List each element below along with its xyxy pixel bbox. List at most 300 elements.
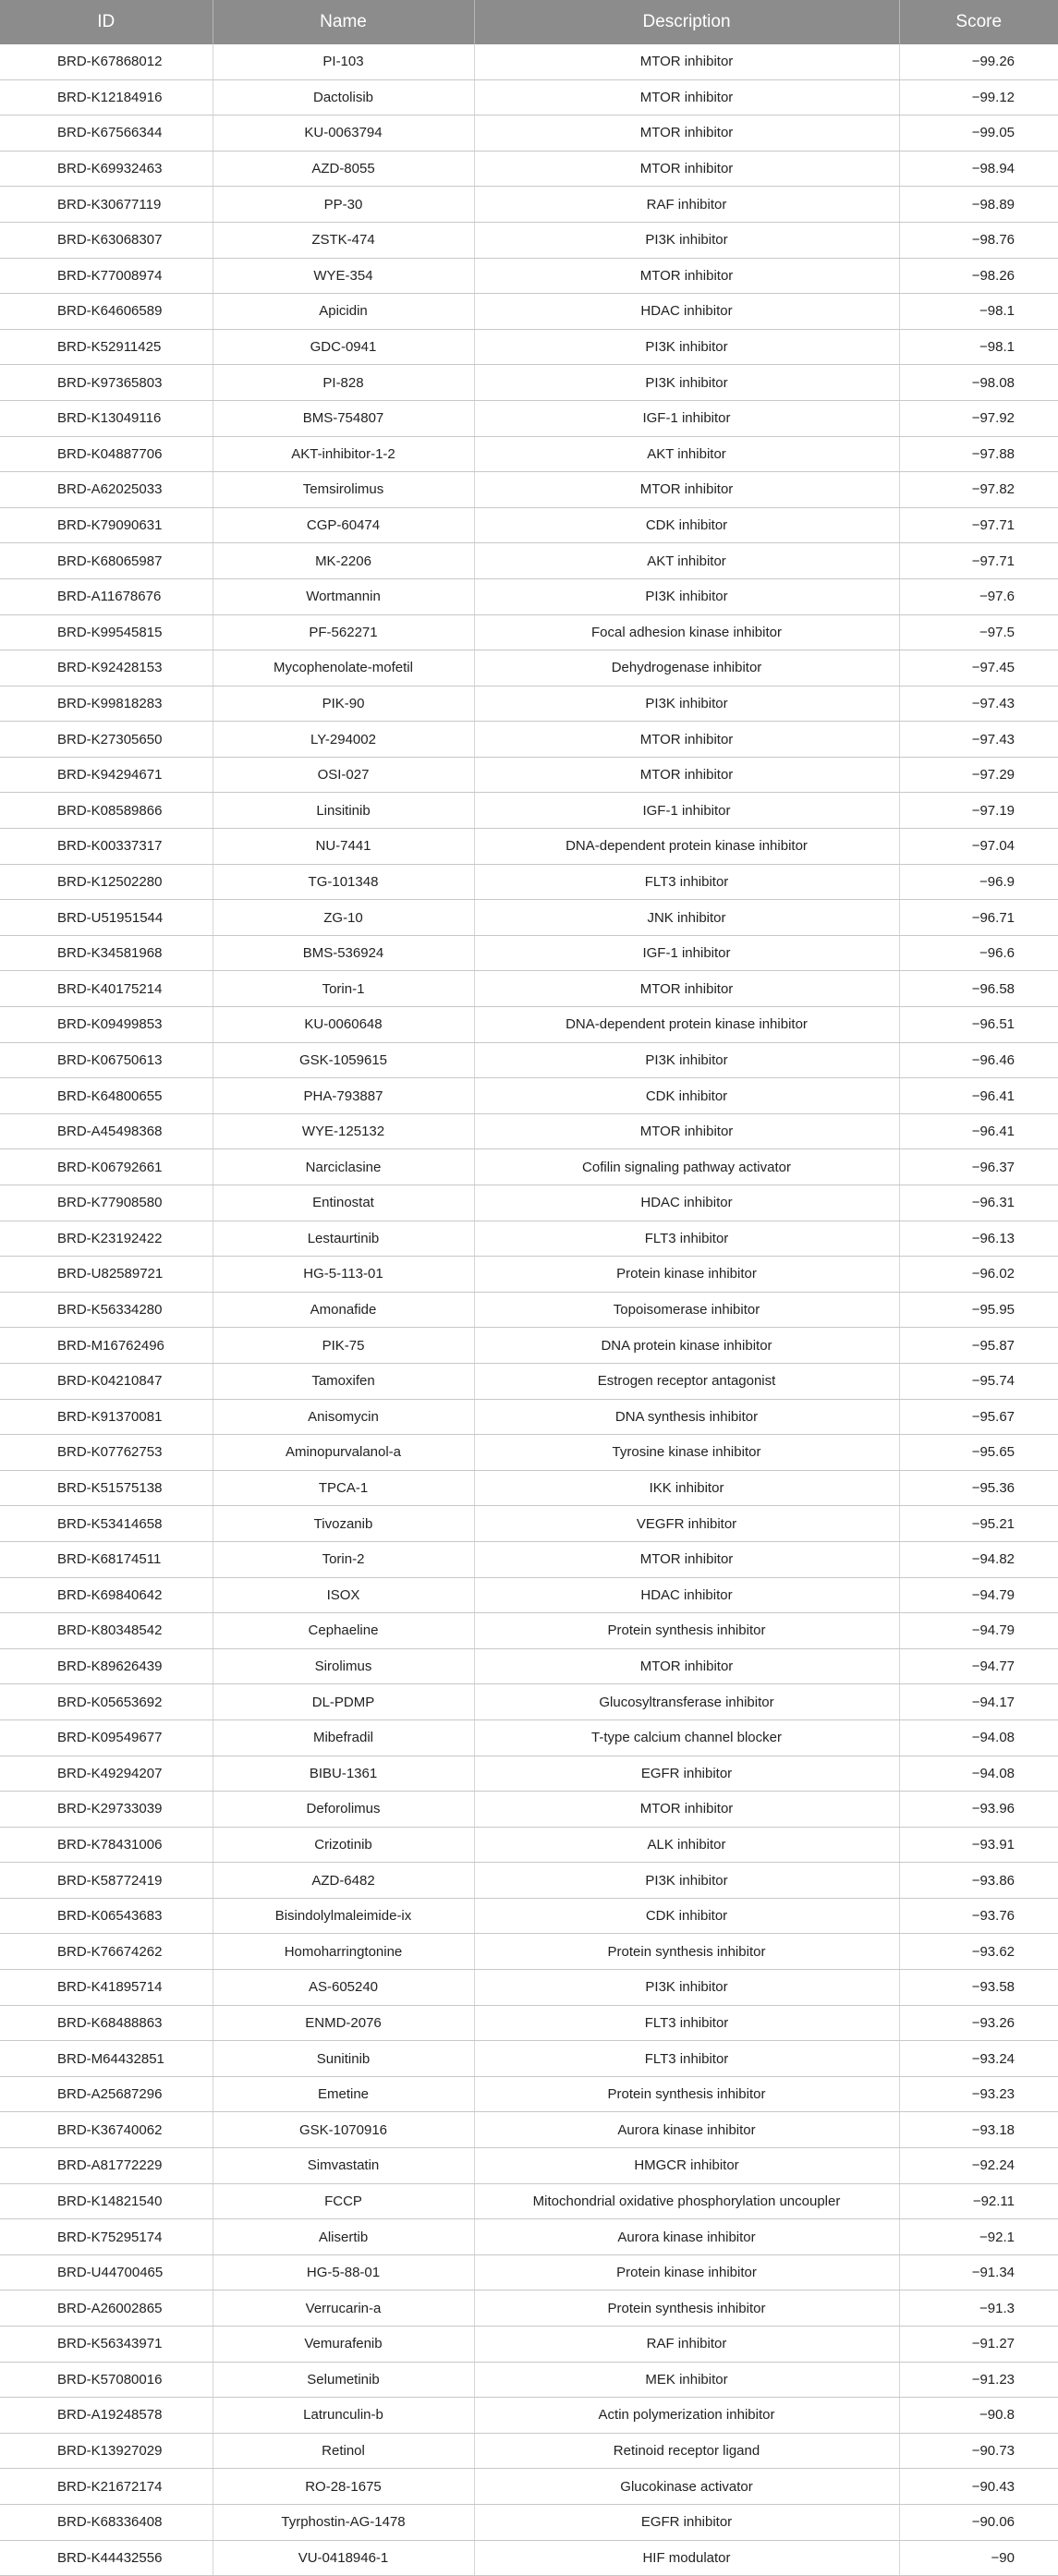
cell-id: BRD-K67566344 <box>0 115 213 152</box>
cell-description: Aurora kinase inhibitor <box>474 2112 899 2148</box>
cell-description: DNA-dependent protein kinase inhibitor <box>474 829 899 865</box>
cell-name: BMS-754807 <box>213 400 474 436</box>
cell-name: ZG-10 <box>213 900 474 936</box>
cell-name: Vemurafenib <box>213 2327 474 2363</box>
cell-description: AKT inhibitor <box>474 436 899 472</box>
cell-description: Cofilin signaling pathway activator <box>474 1149 899 1185</box>
cell-name: PIK-90 <box>213 686 474 722</box>
table-row <box>0 829 1058 865</box>
cell-id: BRD-K13049116 <box>0 400 213 436</box>
cell-id: BRD-A26002865 <box>0 2290 213 2327</box>
cell-id: BRD-K44432556 <box>0 2540 213 2576</box>
cell-id: BRD-K09549677 <box>0 1719 213 1756</box>
table-row <box>0 2112 1058 2148</box>
header-score: Score <box>899 0 1058 44</box>
cell-description: Protein kinase inhibitor <box>474 2254 899 2290</box>
cell-name: AKT-inhibitor-1-2 <box>213 436 474 472</box>
cell-description: CDK inhibitor <box>474 1898 899 1934</box>
cell-description: PI3K inhibitor <box>474 329 899 365</box>
cell-description: IGF-1 inhibitor <box>474 400 899 436</box>
cell-description: PI3K inhibitor <box>474 1863 899 1899</box>
table-row <box>0 1078 1058 1114</box>
cell-name: PF-562271 <box>213 614 474 650</box>
cell-id: BRD-K27305650 <box>0 722 213 758</box>
cell-description: Protein synthesis inhibitor <box>474 2076 899 2112</box>
table-row <box>0 294 1058 330</box>
cell-score: −99.26 <box>899 44 1058 79</box>
cell-description: Actin polymerization inhibitor <box>474 2398 899 2434</box>
cell-id: BRD-K00337317 <box>0 829 213 865</box>
cell-name: ZSTK-474 <box>213 222 474 258</box>
cell-description: Protein synthesis inhibitor <box>474 1613 899 1649</box>
cell-score: −96.9 <box>899 864 1058 900</box>
cell-name: Mibefradil <box>213 1719 474 1756</box>
cell-name: FCCP <box>213 2183 474 2219</box>
cell-score: −97.04 <box>899 829 1058 865</box>
cell-id: BRD-A45498368 <box>0 1113 213 1149</box>
cell-name: KU-0060648 <box>213 1007 474 1043</box>
table-row <box>0 1257 1058 1293</box>
cell-score: −98.1 <box>899 294 1058 330</box>
table-row <box>0 1363 1058 1399</box>
cell-name: ENMD-2076 <box>213 2005 474 2041</box>
cell-id: BRD-K80348542 <box>0 1613 213 1649</box>
cell-description: MTOR inhibitor <box>474 1113 899 1149</box>
table-row <box>0 151 1058 187</box>
cell-name: Tivozanib <box>213 1506 474 1542</box>
table-row <box>0 1007 1058 1043</box>
cell-score: −93.91 <box>899 1827 1058 1863</box>
cell-score: −97.45 <box>899 650 1058 687</box>
cell-name: OSI-027 <box>213 757 474 793</box>
cell-description: MTOR inhibitor <box>474 44 899 79</box>
table-row <box>0 1684 1058 1720</box>
cell-id: BRD-K06792661 <box>0 1149 213 1185</box>
cell-score: −93.24 <box>899 2041 1058 2077</box>
table-row <box>0 757 1058 793</box>
cell-score: −94.17 <box>899 1684 1058 1720</box>
table-row <box>0 222 1058 258</box>
cell-id: BRD-K67868012 <box>0 44 213 79</box>
cell-description: MTOR inhibitor <box>474 1541 899 1577</box>
header-id: ID <box>0 0 213 44</box>
cell-description: PI3K inhibitor <box>474 222 899 258</box>
cell-score: −96.13 <box>899 1221 1058 1257</box>
cell-score: −96.6 <box>899 935 1058 971</box>
cell-score: −97.29 <box>899 757 1058 793</box>
cell-id: BRD-A81772229 <box>0 2148 213 2184</box>
cell-name: WYE-125132 <box>213 1113 474 1149</box>
cell-name: Torin-1 <box>213 971 474 1007</box>
cell-id: BRD-K68174511 <box>0 1541 213 1577</box>
table-row <box>0 793 1058 829</box>
cell-score: −95.67 <box>899 1399 1058 1435</box>
cell-name: Apicidin <box>213 294 474 330</box>
cell-score: −97.5 <box>899 614 1058 650</box>
table-row <box>0 258 1058 294</box>
table-row <box>0 329 1058 365</box>
cell-name: NU-7441 <box>213 829 474 865</box>
cell-name: VU-0418946-1 <box>213 2540 474 2576</box>
table-row <box>0 864 1058 900</box>
table-row <box>0 1970 1058 2006</box>
cell-name: WYE-354 <box>213 258 474 294</box>
cell-id: BRD-K68336408 <box>0 2504 213 2540</box>
cell-id: BRD-K97365803 <box>0 365 213 401</box>
cell-id: BRD-K07762753 <box>0 1435 213 1471</box>
cell-id: BRD-K69840642 <box>0 1577 213 1613</box>
cell-id: BRD-U51951544 <box>0 900 213 936</box>
table-row <box>0 2327 1058 2363</box>
cell-description: MTOR inhibitor <box>474 971 899 1007</box>
cell-score: −96.58 <box>899 971 1058 1007</box>
table-row <box>0 1435 1058 1471</box>
cell-name: PHA-793887 <box>213 1078 474 1114</box>
cell-id: BRD-K94294671 <box>0 757 213 793</box>
cell-score: −93.62 <box>899 1934 1058 1970</box>
cell-score: −97.19 <box>899 793 1058 829</box>
cell-score: −97.71 <box>899 507 1058 543</box>
cell-id: BRD-K56343971 <box>0 2327 213 2363</box>
cell-score: −97.71 <box>899 543 1058 579</box>
cell-id: BRD-K14821540 <box>0 2183 213 2219</box>
cell-description: IGF-1 inhibitor <box>474 935 899 971</box>
cell-description: HMGCR inhibitor <box>474 2148 899 2184</box>
cell-name: PP-30 <box>213 187 474 223</box>
table-row <box>0 578 1058 614</box>
cell-id: BRD-K79090631 <box>0 507 213 543</box>
table-row <box>0 2183 1058 2219</box>
table-header <box>0 0 1058 44</box>
cell-score: −90.8 <box>899 2398 1058 2434</box>
cell-id: BRD-K78431006 <box>0 1827 213 1863</box>
cell-description: HIF modulator <box>474 2540 899 2576</box>
cell-id: BRD-K69932463 <box>0 151 213 187</box>
cell-id: BRD-U82589721 <box>0 1257 213 1293</box>
cell-name: Homoharringtonine <box>213 1934 474 1970</box>
table-row <box>0 1292 1058 1328</box>
cell-name: Temsirolimus <box>213 472 474 508</box>
table-row <box>0 1506 1058 1542</box>
table-row <box>0 1577 1058 1613</box>
cell-name: LY-294002 <box>213 722 474 758</box>
cell-name: AZD-6482 <box>213 1863 474 1899</box>
table-body <box>0 44 1058 2576</box>
table-row <box>0 1827 1058 1863</box>
cell-name: Linsitinib <box>213 793 474 829</box>
cell-description: MTOR inhibitor <box>474 472 899 508</box>
cell-id: BRD-K29733039 <box>0 1792 213 1828</box>
cell-id: BRD-K68488863 <box>0 2005 213 2041</box>
table-row <box>0 1541 1058 1577</box>
cell-description: FLT3 inhibitor <box>474 2041 899 2077</box>
table-row <box>0 935 1058 971</box>
table-row <box>0 1756 1058 1792</box>
cell-name: Wortmannin <box>213 578 474 614</box>
cell-description: Protein synthesis inhibitor <box>474 2290 899 2327</box>
cell-name: GSK-1070916 <box>213 2112 474 2148</box>
cell-score: −97.6 <box>899 578 1058 614</box>
cell-score: −94.79 <box>899 1577 1058 1613</box>
cell-description: MTOR inhibitor <box>474 79 899 115</box>
cell-description: HDAC inhibitor <box>474 294 899 330</box>
cell-name: AZD-8055 <box>213 151 474 187</box>
cell-description: PI3K inhibitor <box>474 365 899 401</box>
cell-name: Narciclasine <box>213 1149 474 1185</box>
cell-name: Verrucarin-a <box>213 2290 474 2327</box>
cell-score: −90 <box>899 2540 1058 2576</box>
cell-score: −98.94 <box>899 151 1058 187</box>
cell-description: Protein kinase inhibitor <box>474 1257 899 1293</box>
cell-score: −96.02 <box>899 1257 1058 1293</box>
table-row <box>0 1042 1058 1078</box>
cell-score: −95.21 <box>899 1506 1058 1542</box>
cell-name: PI-103 <box>213 44 474 79</box>
cell-score: −95.74 <box>899 1363 1058 1399</box>
cell-id: BRD-K06543683 <box>0 1898 213 1934</box>
cell-description: EGFR inhibitor <box>474 1756 899 1792</box>
cell-score: −94.08 <box>899 1719 1058 1756</box>
table-row <box>0 79 1058 115</box>
cell-name: Torin-2 <box>213 1541 474 1577</box>
cell-description: Focal adhesion kinase inhibitor <box>474 614 899 650</box>
cell-score: −93.96 <box>899 1792 1058 1828</box>
cell-name: Anisomycin <box>213 1399 474 1435</box>
cell-id: BRD-K08589866 <box>0 793 213 829</box>
cell-id: BRD-K99545815 <box>0 614 213 650</box>
cell-id: BRD-K75295174 <box>0 2219 213 2255</box>
table-row <box>0 2290 1058 2327</box>
table-row <box>0 44 1058 79</box>
table-row <box>0 2398 1058 2434</box>
cell-score: −90.06 <box>899 2504 1058 2540</box>
table-row <box>0 2362 1058 2398</box>
table-row <box>0 1863 1058 1899</box>
table-row <box>0 472 1058 508</box>
cell-description: FLT3 inhibitor <box>474 1221 899 1257</box>
cell-id: BRD-K64800655 <box>0 1078 213 1114</box>
cell-score: −96.51 <box>899 1007 1058 1043</box>
cell-score: −98.26 <box>899 258 1058 294</box>
cell-id: BRD-A11678676 <box>0 578 213 614</box>
cell-name: Simvastatin <box>213 2148 474 2184</box>
cell-id: BRD-A62025033 <box>0 472 213 508</box>
table-row <box>0 1898 1058 1934</box>
cell-description: IGF-1 inhibitor <box>474 793 899 829</box>
cell-score: −93.26 <box>899 2005 1058 2041</box>
cell-name: Sirolimus <box>213 1648 474 1684</box>
cell-name: BMS-536924 <box>213 935 474 971</box>
cell-name: AS-605240 <box>213 1970 474 2006</box>
cell-score: −91.27 <box>899 2327 1058 2363</box>
cell-name: Amonafide <box>213 1292 474 1328</box>
cell-description: MTOR inhibitor <box>474 1792 899 1828</box>
cell-id: BRD-K91370081 <box>0 1399 213 1435</box>
cell-name: Sunitinib <box>213 2041 474 2077</box>
cell-score: −96.41 <box>899 1113 1058 1149</box>
cell-id: BRD-K34581968 <box>0 935 213 971</box>
table-row <box>0 543 1058 579</box>
cell-name: GSK-1059615 <box>213 1042 474 1078</box>
cell-description: Topoisomerase inhibitor <box>474 1292 899 1328</box>
cell-description: Aurora kinase inhibitor <box>474 2219 899 2255</box>
cell-description: MTOR inhibitor <box>474 258 899 294</box>
table-row <box>0 2076 1058 2112</box>
cell-name: Emetine <box>213 2076 474 2112</box>
cell-name: PI-828 <box>213 365 474 401</box>
cell-name: BIBU-1361 <box>213 1756 474 1792</box>
cell-name: CGP-60474 <box>213 507 474 543</box>
cell-id: BRD-K58772419 <box>0 1863 213 1899</box>
cell-name: Cephaeline <box>213 1613 474 1649</box>
cell-score: −97.82 <box>899 472 1058 508</box>
cell-id: BRD-K53414658 <box>0 1506 213 1542</box>
cell-id: BRD-K04887706 <box>0 436 213 472</box>
cell-description: EGFR inhibitor <box>474 2504 899 2540</box>
cell-id: BRD-A19248578 <box>0 2398 213 2434</box>
table-row <box>0 2041 1058 2077</box>
cell-name: Aminopurvalanol-a <box>213 1435 474 1471</box>
cell-score: −94.82 <box>899 1541 1058 1577</box>
cell-description: DNA-dependent protein kinase inhibitor <box>474 1007 899 1043</box>
cell-id: BRD-M16762496 <box>0 1328 213 1364</box>
cell-description: HDAC inhibitor <box>474 1577 899 1613</box>
cell-name: Deforolimus <box>213 1792 474 1828</box>
cell-name: HG-5-88-01 <box>213 2254 474 2290</box>
cell-description: Estrogen receptor antagonist <box>474 1363 899 1399</box>
cell-description: Tyrosine kinase inhibitor <box>474 1435 899 1471</box>
cell-name: Entinostat <box>213 1185 474 1221</box>
cell-score: −91.34 <box>899 2254 1058 2290</box>
table-row <box>0 1399 1058 1435</box>
table-row <box>0 1113 1058 1149</box>
cell-name: PIK-75 <box>213 1328 474 1364</box>
table-row <box>0 2254 1058 2290</box>
table-row <box>0 400 1058 436</box>
cell-description: ALK inhibitor <box>474 1827 899 1863</box>
cell-id: BRD-K12184916 <box>0 79 213 115</box>
cell-score: −90.43 <box>899 2469 1058 2505</box>
cell-score: −91.23 <box>899 2362 1058 2398</box>
table-row <box>0 365 1058 401</box>
table-row <box>0 1149 1058 1185</box>
cell-id: BRD-A25687296 <box>0 2076 213 2112</box>
cell-score: −99.05 <box>899 115 1058 152</box>
cell-name: TPCA-1 <box>213 1470 474 1506</box>
cell-score: −95.65 <box>899 1435 1058 1471</box>
cell-id: BRD-K36740062 <box>0 2112 213 2148</box>
cell-name: GDC-0941 <box>213 329 474 365</box>
cell-score: −97.88 <box>899 436 1058 472</box>
cell-description: FLT3 inhibitor <box>474 2005 899 2041</box>
table-row <box>0 2504 1058 2540</box>
cell-id: BRD-U44700465 <box>0 2254 213 2290</box>
cell-name: Tamoxifen <box>213 1363 474 1399</box>
cell-description: Glucokinase activator <box>474 2469 899 2505</box>
cell-score: −95.95 <box>899 1292 1058 1328</box>
cell-id: BRD-K49294207 <box>0 1756 213 1792</box>
cell-description: IKK inhibitor <box>474 1470 899 1506</box>
cell-score: −99.12 <box>899 79 1058 115</box>
table-row <box>0 187 1058 223</box>
cell-id: BRD-K05653692 <box>0 1684 213 1720</box>
cell-score: −97.43 <box>899 722 1058 758</box>
cell-score: −91.3 <box>899 2290 1058 2327</box>
table-row <box>0 2469 1058 2505</box>
cell-description: MTOR inhibitor <box>474 1648 899 1684</box>
cell-description: MTOR inhibitor <box>474 722 899 758</box>
cell-score: −96.31 <box>899 1185 1058 1221</box>
cell-description: RAF inhibitor <box>474 2327 899 2363</box>
cell-name: Latrunculin-b <box>213 2398 474 2434</box>
table-row <box>0 2219 1058 2255</box>
cell-name: Dactolisib <box>213 79 474 115</box>
table-row <box>0 115 1058 152</box>
table-row <box>0 900 1058 936</box>
table-row <box>0 722 1058 758</box>
cell-score: −96.71 <box>899 900 1058 936</box>
cell-id: BRD-K68065987 <box>0 543 213 579</box>
cell-id: BRD-K52911425 <box>0 329 213 365</box>
cell-description: DNA protein kinase inhibitor <box>474 1328 899 1364</box>
cell-score: −94.79 <box>899 1613 1058 1649</box>
cell-name: HG-5-113-01 <box>213 1257 474 1293</box>
cell-description: Retinoid receptor ligand <box>474 2433 899 2469</box>
cell-id: BRD-K56334280 <box>0 1292 213 1328</box>
cell-name: Crizotinib <box>213 1827 474 1863</box>
cell-id: BRD-K06750613 <box>0 1042 213 1078</box>
cell-description: PI3K inhibitor <box>474 1042 899 1078</box>
cell-description: RAF inhibitor <box>474 187 899 223</box>
cell-score: −98.08 <box>899 365 1058 401</box>
cell-score: −98.89 <box>899 187 1058 223</box>
cell-name: Lestaurtinib <box>213 1221 474 1257</box>
cell-score: −97.43 <box>899 686 1058 722</box>
cell-score: −93.23 <box>899 2076 1058 2112</box>
cell-description: PI3K inhibitor <box>474 578 899 614</box>
cell-id: BRD-K09499853 <box>0 1007 213 1043</box>
cell-score: −93.76 <box>899 1898 1058 1934</box>
cell-description: AKT inhibitor <box>474 543 899 579</box>
cell-id: BRD-K99818283 <box>0 686 213 722</box>
cell-name: Mycophenolate-mofetil <box>213 650 474 687</box>
cell-id: BRD-K30677119 <box>0 187 213 223</box>
cell-score: −93.86 <box>899 1863 1058 1899</box>
header-description: Description <box>474 0 899 44</box>
cell-name: ISOX <box>213 1577 474 1613</box>
cell-score: −98.76 <box>899 222 1058 258</box>
cell-description: MEK inhibitor <box>474 2362 899 2398</box>
table-row <box>0 2433 1058 2469</box>
cell-score: −90.73 <box>899 2433 1058 2469</box>
cell-score: −92.11 <box>899 2183 1058 2219</box>
table-row <box>0 507 1058 543</box>
cell-description: JNK inhibitor <box>474 900 899 936</box>
cell-id: BRD-K13927029 <box>0 2433 213 2469</box>
cell-id: BRD-K77008974 <box>0 258 213 294</box>
cell-id: BRD-K77908580 <box>0 1185 213 1221</box>
table-row <box>0 2148 1058 2184</box>
cell-description: Protein synthesis inhibitor <box>474 1934 899 1970</box>
cell-score: −96.37 <box>899 1149 1058 1185</box>
table-row <box>0 436 1058 472</box>
table-row <box>0 1185 1058 1221</box>
cell-name: Alisertib <box>213 2219 474 2255</box>
cell-description: PI3K inhibitor <box>474 1970 899 2006</box>
cell-id: BRD-K51575138 <box>0 1470 213 1506</box>
cell-description: FLT3 inhibitor <box>474 864 899 900</box>
cell-description: Glucosyltransferase inhibitor <box>474 1684 899 1720</box>
